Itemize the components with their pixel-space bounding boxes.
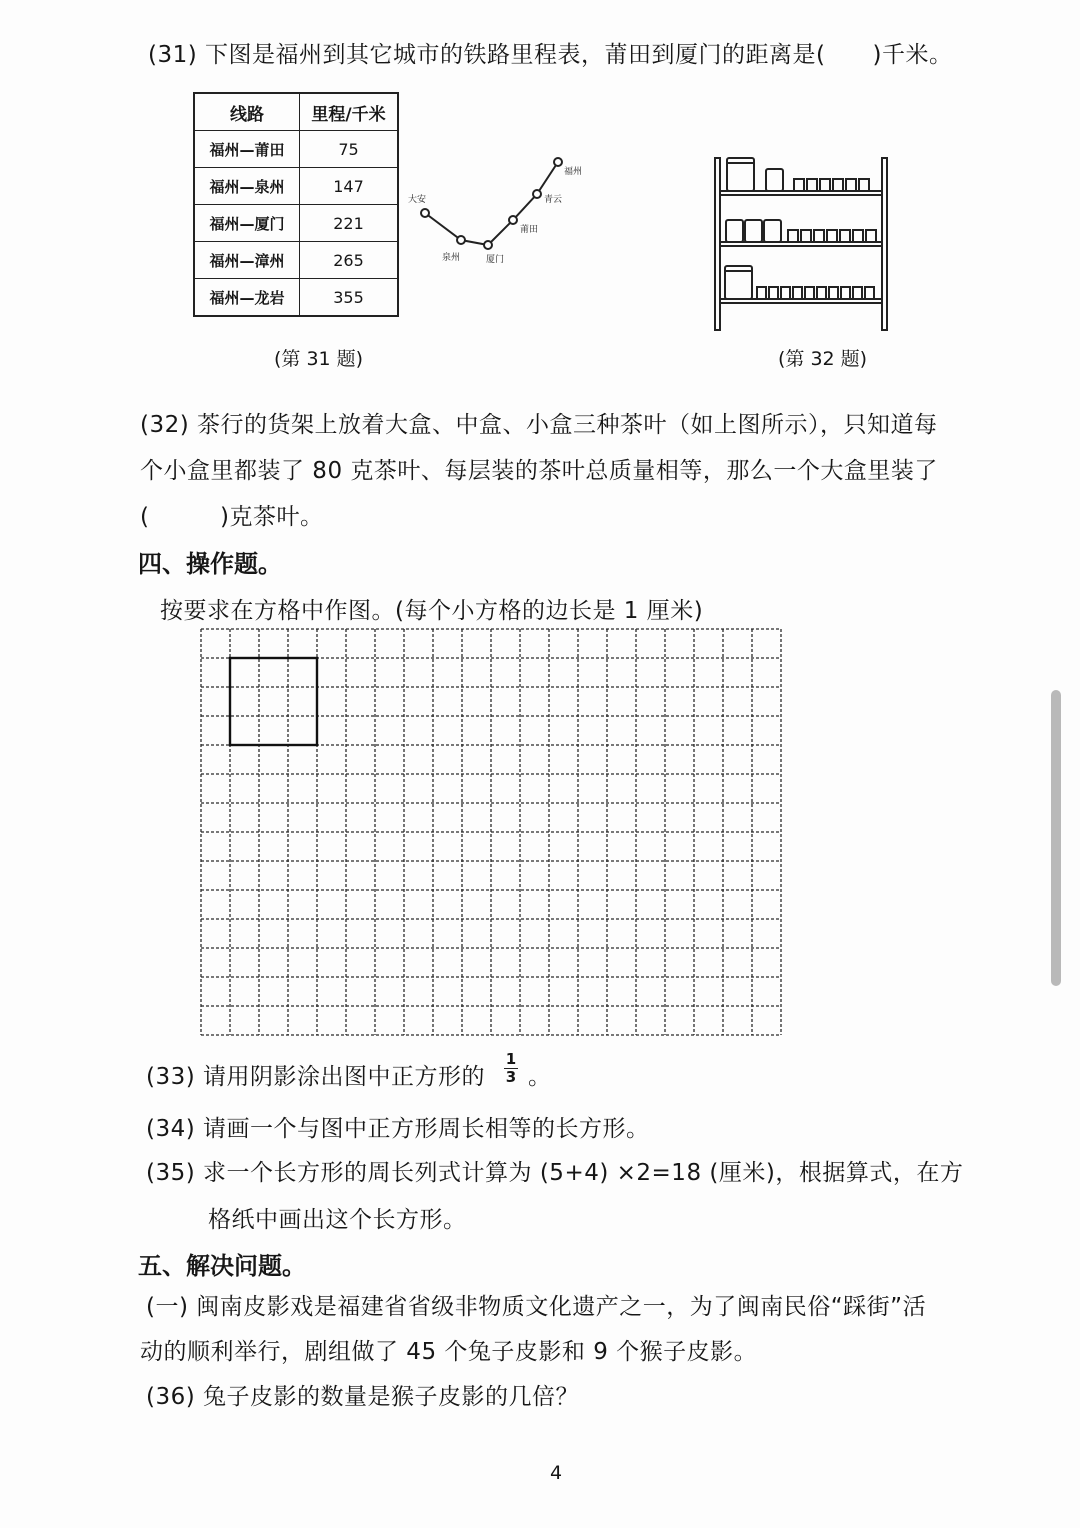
small-tea-box — [833, 179, 843, 191]
station-dot — [509, 216, 517, 224]
station-label: 大安 — [408, 195, 427, 205]
q33-period: 。 — [528, 1064, 552, 1090]
table-header-row — [194, 93, 398, 131]
table-cell-distance: 265 — [300, 242, 399, 279]
section5-paragraph-line1: (一) 闽南皮影戏是福建省省级非物质文化遗产之一，为了闽南民俗“踩街”活 — [146, 1294, 927, 1320]
table-cell-route: 福州—漳州 — [194, 242, 300, 279]
medium-tea-box — [764, 220, 781, 242]
table-row — [194, 205, 398, 242]
page-number: 4 — [550, 1462, 563, 1484]
station-label: 泉州 — [442, 253, 461, 263]
table-cell-route: 福州—龙岩 — [194, 279, 300, 317]
station-label: 福州 — [564, 167, 583, 177]
mileage-table — [193, 92, 399, 317]
given-square — [230, 658, 317, 745]
small-tea-box — [807, 179, 817, 191]
section5-title: 五、解决问题。 — [138, 1252, 306, 1280]
medium-tea-box — [745, 220, 762, 242]
tea-shelf-illustration — [712, 152, 892, 334]
q34-text: (34) 请画一个与图中正方形周长相等的长方形。 — [146, 1116, 650, 1142]
small-tea-box — [841, 287, 850, 299]
small-tea-box — [817, 287, 826, 299]
table-header-distance: 里程/千米 — [300, 93, 399, 131]
grid-paper — [198, 626, 788, 1040]
table-row — [194, 279, 398, 317]
station-dot — [484, 241, 492, 249]
q35-line2: 格纸中画出这个长方形。 — [208, 1207, 467, 1233]
small-tea-box — [853, 230, 863, 242]
q36-text: (36) 兔子皮影的数量是猴子皮影的几倍？ — [146, 1384, 580, 1410]
q32-caption: (第 32 题) — [778, 348, 868, 370]
station-label: 青云 — [544, 195, 563, 205]
station-dot — [554, 158, 562, 166]
small-tea-box — [794, 179, 804, 191]
railway-line — [425, 162, 558, 245]
table-header-route: 线路 — [194, 93, 300, 131]
q32-line2: 个小盒里都装了 80 克茶叶、每层装的茶叶总质量相等，那么一个大盒里装了 — [140, 458, 938, 484]
small-tea-box — [859, 179, 869, 191]
medium-tea-box — [766, 169, 783, 191]
small-tea-box — [793, 287, 802, 299]
q35-line1: (35) 求一个长方形的周长列式计算为 (5+4) ×2=18 (厘米)，根据算式，在方 — [146, 1160, 964, 1186]
small-tea-box — [846, 179, 856, 191]
fraction-denominator: 3 — [505, 1068, 517, 1086]
railway-route-map — [400, 150, 600, 270]
table-cell-distance: 147 — [300, 168, 399, 205]
small-tea-box — [840, 230, 850, 242]
table-cell-route: 福州—泉州 — [194, 168, 300, 205]
small-tea-box — [757, 287, 766, 299]
section4-title: 四、操作题。 — [138, 550, 282, 578]
q32-line1: (32) 茶行的货架上放着大盒、中盒、小盒三种茶叶（如上图所示），只知道每 — [140, 412, 938, 438]
table-cell-route: 福州—厦门 — [194, 205, 300, 242]
small-tea-box — [805, 287, 814, 299]
table-row — [194, 131, 398, 168]
station-label: 厦门 — [486, 255, 505, 265]
station-dot — [421, 209, 429, 217]
table-row — [194, 242, 398, 279]
small-tea-box — [781, 287, 790, 299]
station-dot — [457, 236, 465, 244]
fraction-one-third — [501, 1051, 521, 1086]
q32-line3: ( )克茶叶。 — [140, 504, 324, 530]
small-tea-box — [829, 287, 838, 299]
small-tea-box — [814, 230, 824, 242]
table-cell-distance: 75 — [300, 131, 399, 168]
section4-instruction: 按要求在方格中作图。(每个小方格的边长是 1 厘米) — [160, 598, 704, 624]
small-tea-box — [801, 230, 811, 242]
small-tea-box — [827, 230, 837, 242]
scrollbar[interactable] — [1051, 690, 1061, 986]
small-tea-box — [865, 287, 874, 299]
table-cell-distance: 221 — [300, 205, 399, 242]
q31-text: (31) 下图是福州到其它城市的铁路里程表，莆田到厦门的距离是( )千米。 — [148, 42, 953, 68]
table-row — [194, 168, 398, 205]
small-tea-box — [820, 179, 830, 191]
table-cell-distance: 355 — [300, 279, 399, 317]
station-label: 莆田 — [520, 225, 539, 235]
section5-paragraph-line2: 动的顺利举行，剧组做了 45 个兔子皮影和 9 个猴子皮影。 — [140, 1339, 758, 1365]
station-dot — [533, 190, 541, 198]
small-tea-box — [853, 287, 862, 299]
small-tea-box — [866, 230, 876, 242]
q31-caption: (第 31 题) — [274, 348, 364, 370]
q33-text: (33) 请用阴影涂出图中正方形的 — [146, 1064, 486, 1090]
small-tea-box — [769, 287, 778, 299]
medium-tea-box — [726, 220, 743, 242]
small-tea-box — [788, 230, 798, 242]
table-cell-route: 福州—莆田 — [194, 131, 300, 168]
fraction-numerator: 1 — [505, 1050, 517, 1068]
